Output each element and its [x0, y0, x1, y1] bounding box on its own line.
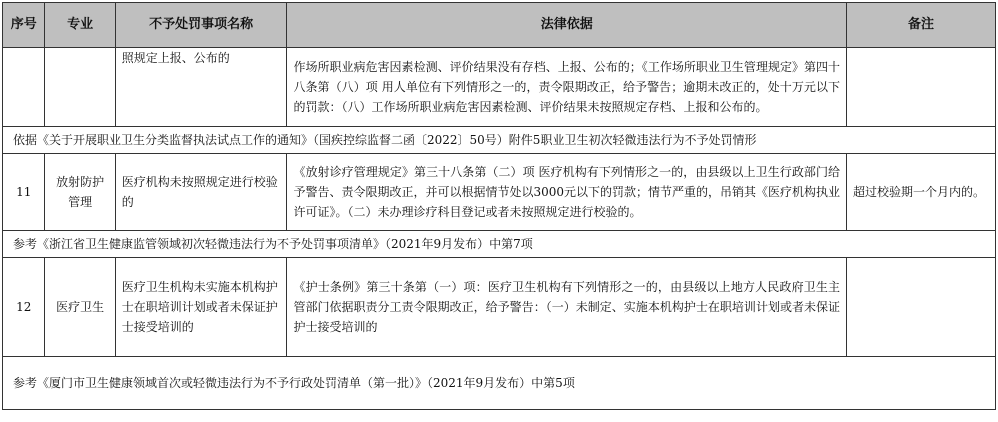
- reference-text: 参考《浙江省卫生健康监管领域初次轻微违法行为不予处罚事项清单》（2021年9月发布）中第7项: [3, 231, 996, 258]
- cell-no: 12: [3, 258, 45, 357]
- header-note: 备注: [847, 3, 996, 48]
- table-row: [3, 154, 996, 231]
- cell-item: 医疗卫生机构未实施本机构护士在职培训计划或者未保证护士接受培训的: [115, 258, 287, 357]
- penalty-exemption-table: [2, 2, 996, 410]
- reference-row: [3, 357, 996, 410]
- header-specialty: 专业: [45, 3, 115, 48]
- header-item: 不予处罚事项名称: [115, 3, 287, 48]
- cell-specialty: 医疗卫生: [45, 258, 115, 357]
- reference-row: [3, 231, 996, 258]
- table-header-row: [3, 3, 996, 48]
- reference-row: [3, 127, 996, 154]
- cell-basis: 《护士条例》第三十条第（一）项：医疗卫生机构有下列情形之一的，由县级以上地方人民政府卫生主管部门依据职责分工责令限期改正，给予警告：（一）未制定、实施本机构护士在职培训计划或者未保证护士接受培训的: [287, 258, 847, 357]
- cell-no: [3, 48, 45, 127]
- cell-specialty: 放射防护管理: [45, 154, 115, 231]
- reference-text: 参考《厦门市卫生健康领域首次或轻微违法行为不予行政处罚清单（第一批）》（2021年9月发布）中第5项: [3, 357, 996, 410]
- cell-no: 11: [3, 154, 45, 231]
- cell-basis: 《放射诊疗管理规定》第三十八条第（二）项 医疗机构有下列情形之一的，由县级以上卫生行政部门给予警告、责令限期改正，并可以根据情节处以3000元以下的罚款；情节严重的，吊销其《医疗机构执业许可证》。（二）未办理诊疗科目登记或者未按照规定进行校验的。: [287, 154, 847, 231]
- table-row: [3, 48, 996, 127]
- cell-basis: 作场所职业病危害因素检测、评价结果没有存档、上报、公布的；《工作场所职业卫生管理规定》第四十八条第（八）项 用人单位有下列情形之一的，责令限期改正，给予警告；逾期未改正的，处十万元以下的罚款：（八）工作场所职业病危害因素检测、评价结果未按照规定存档、上报和公布的。: [287, 48, 847, 127]
- cell-note: 超过校验期一个月内的。: [847, 154, 996, 231]
- cell-specialty: [45, 48, 115, 127]
- cell-note: [847, 258, 996, 357]
- cell-item: 照规定上报、公布的: [115, 48, 287, 127]
- header-no: 序号: [3, 3, 45, 48]
- header-basis: 法律依据: [287, 3, 847, 48]
- table-row: [3, 258, 996, 357]
- cell-item: 医疗机构未按照规定进行校验的: [115, 154, 287, 231]
- reference-text: 依据《关于开展职业卫生分类监督执法试点工作的通知》（国疾控综监督二函〔2022〕50号）附件5职业卫生初次轻微违法行为不予处罚情形: [3, 127, 996, 154]
- cell-note: [847, 48, 996, 127]
